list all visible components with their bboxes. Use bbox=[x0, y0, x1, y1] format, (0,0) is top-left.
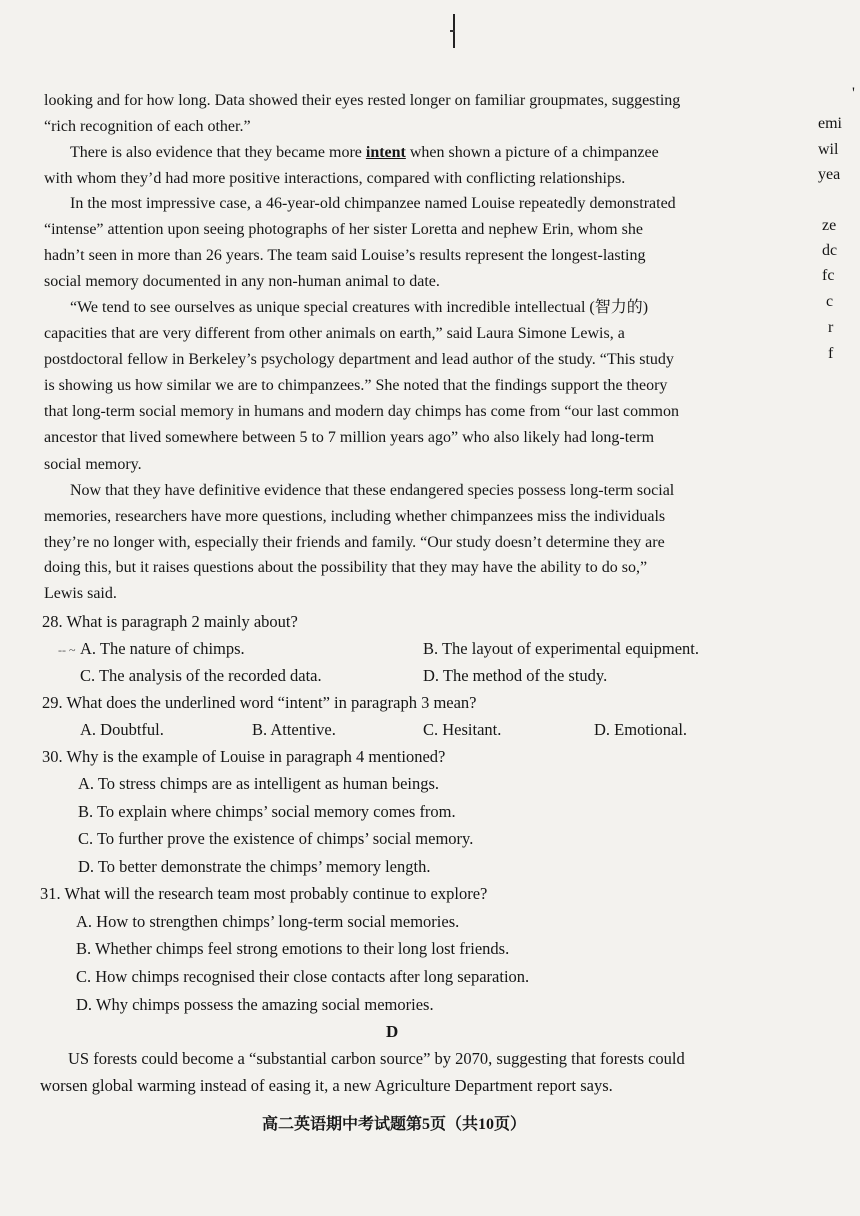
passage-line: capacities that are very different from other animals on earth,” said Laura Simone Lewis, a bbox=[44, 325, 625, 342]
adjacent-page-bleed bbox=[818, 84, 860, 374]
passage-line: Now that they have definitive evidence that these endangered species possess long-term social bbox=[70, 482, 675, 499]
answer-option[interactable]: A. How to strengthen chimps’ long-term social memories. bbox=[76, 912, 460, 931]
passage-text: when shown a picture of a chimpanzee bbox=[409, 144, 659, 161]
bleed-text: c bbox=[826, 293, 834, 310]
passage-line: Lewis said. bbox=[44, 585, 117, 602]
passage-line: that long-term social memory in humans and modern day chimps has come from “our last common bbox=[44, 403, 679, 420]
answer-option[interactable]: D. To better demonstrate the chimps’ memory length. bbox=[78, 857, 431, 876]
page-footer: 高二英语期中考试题第5页（共10页） bbox=[262, 1116, 527, 1133]
answer-option[interactable]: A. To stress chimps are as intelligent as human beings. bbox=[78, 774, 440, 793]
passage-line: “rich recognition of each other.” bbox=[44, 118, 251, 135]
question-stem: 30. Why is the example of Louise in paragraph 4 mentioned? bbox=[42, 747, 446, 766]
answer-option[interactable]: A. Doubtful. bbox=[80, 720, 164, 739]
passage-line: social memory documented in any non-human animal to date. bbox=[44, 273, 440, 290]
passage-line: “intense” attention upon seeing photographs of her sister Loretta and nephew Erin, whom she bbox=[44, 221, 643, 238]
question-stem: 31. What will the research team most probably continue to explore? bbox=[40, 884, 488, 903]
answer-option[interactable]: D. Why chimps possess the amazing social memories. bbox=[76, 995, 434, 1014]
bleed-text: yea bbox=[818, 166, 841, 183]
section-heading: D bbox=[386, 1022, 399, 1041]
passage-line: social memory. bbox=[44, 456, 142, 473]
passage-line: worsen global warming instead of easing it, a new Agriculture Department report says. bbox=[40, 1076, 613, 1095]
bleed-text: ' bbox=[852, 85, 855, 102]
passage-line: memories, researchers have more questions, including whether chimpanzees miss the individuals bbox=[44, 508, 666, 525]
passage-text: There is also evidence that they became more bbox=[70, 144, 362, 161]
answer-option[interactable]: B. To explain where chimps’ social memory comes from. bbox=[78, 802, 456, 821]
passage-line: with whom they’d had more positive interactions, compared with conflicting relationships. bbox=[44, 170, 626, 187]
answer-option[interactable]: C. The analysis of the recorded data. bbox=[80, 666, 322, 685]
answer-option[interactable]: D. The method of the study. bbox=[423, 666, 608, 685]
bleed-text: wil bbox=[818, 141, 839, 158]
bleed-text: ze bbox=[822, 217, 837, 234]
passage-line: hadn’t seen in more than 26 years. The team said Louise’s results represent the longest-lasting bbox=[44, 247, 646, 264]
binding-mark-tick bbox=[450, 30, 455, 32]
passage-line: In the most impressive case, a 46-year-old chimpanzee named Louise repeatedly demonstrated bbox=[70, 195, 676, 212]
question-stem: 28. What is paragraph 2 mainly about? bbox=[42, 612, 298, 631]
answer-option[interactable]: B. Attentive. bbox=[252, 720, 336, 739]
passage-line: is showing us how similar we are to chimpanzees.” She noted that the findings support the theory bbox=[44, 377, 668, 394]
underlined-word: intent bbox=[365, 144, 406, 161]
passage-line: “We tend to see ourselves as unique special creatures with incredible intellectual (智力的) bbox=[70, 299, 649, 316]
passage-line: US forests could become a “substantial carbon source” by 2070, suggesting that forests could bbox=[68, 1049, 685, 1068]
question-stem: 29. What does the underlined word “intent” in paragraph 3 mean? bbox=[42, 693, 477, 712]
passage-line: ancestor that lived somewhere between 5 to 7 million years ago” who also likely had long-term bbox=[44, 429, 655, 446]
answer-option[interactable]: B. Whether chimps feel strong emotions to their long lost friends. bbox=[76, 939, 510, 958]
bleed-text: r bbox=[828, 319, 834, 336]
answer-option[interactable]: C. Hesitant. bbox=[423, 720, 502, 739]
answer-option[interactable]: D. Emotional. bbox=[594, 720, 688, 739]
passage-line: they’re no longer with, especially their friends and family. “Our study doesn’t determine they are bbox=[44, 534, 665, 551]
passage-line: looking and for how long. Data showed their eyes rested longer on familiar groupmates, suggesting bbox=[44, 92, 681, 109]
bleed-text: emi bbox=[818, 115, 842, 132]
passage-line bbox=[70, 142, 659, 164]
bleed-text: dc bbox=[822, 242, 838, 259]
answer-option[interactable]: A. The nature of chimps. bbox=[80, 639, 245, 658]
passage-line: postdoctoral fellow in Berkeley’s psychology department and lead author of the study. “This study bbox=[44, 351, 674, 368]
passage-line: doing this, but it raises questions about the possibility that they may have the ability to do so,” bbox=[44, 559, 648, 576]
answer-option[interactable]: B. The layout of experimental equipment. bbox=[423, 639, 699, 658]
bleed-text: f bbox=[828, 345, 834, 362]
bleed-text: fc bbox=[822, 267, 835, 284]
answer-option[interactable]: C. To further prove the existence of chimps’ social memory. bbox=[78, 829, 474, 848]
answer-option[interactable]: C. How chimps recognised their close contacts after long separation. bbox=[76, 967, 530, 986]
scan-blemish: -- ~ bbox=[58, 643, 76, 657]
